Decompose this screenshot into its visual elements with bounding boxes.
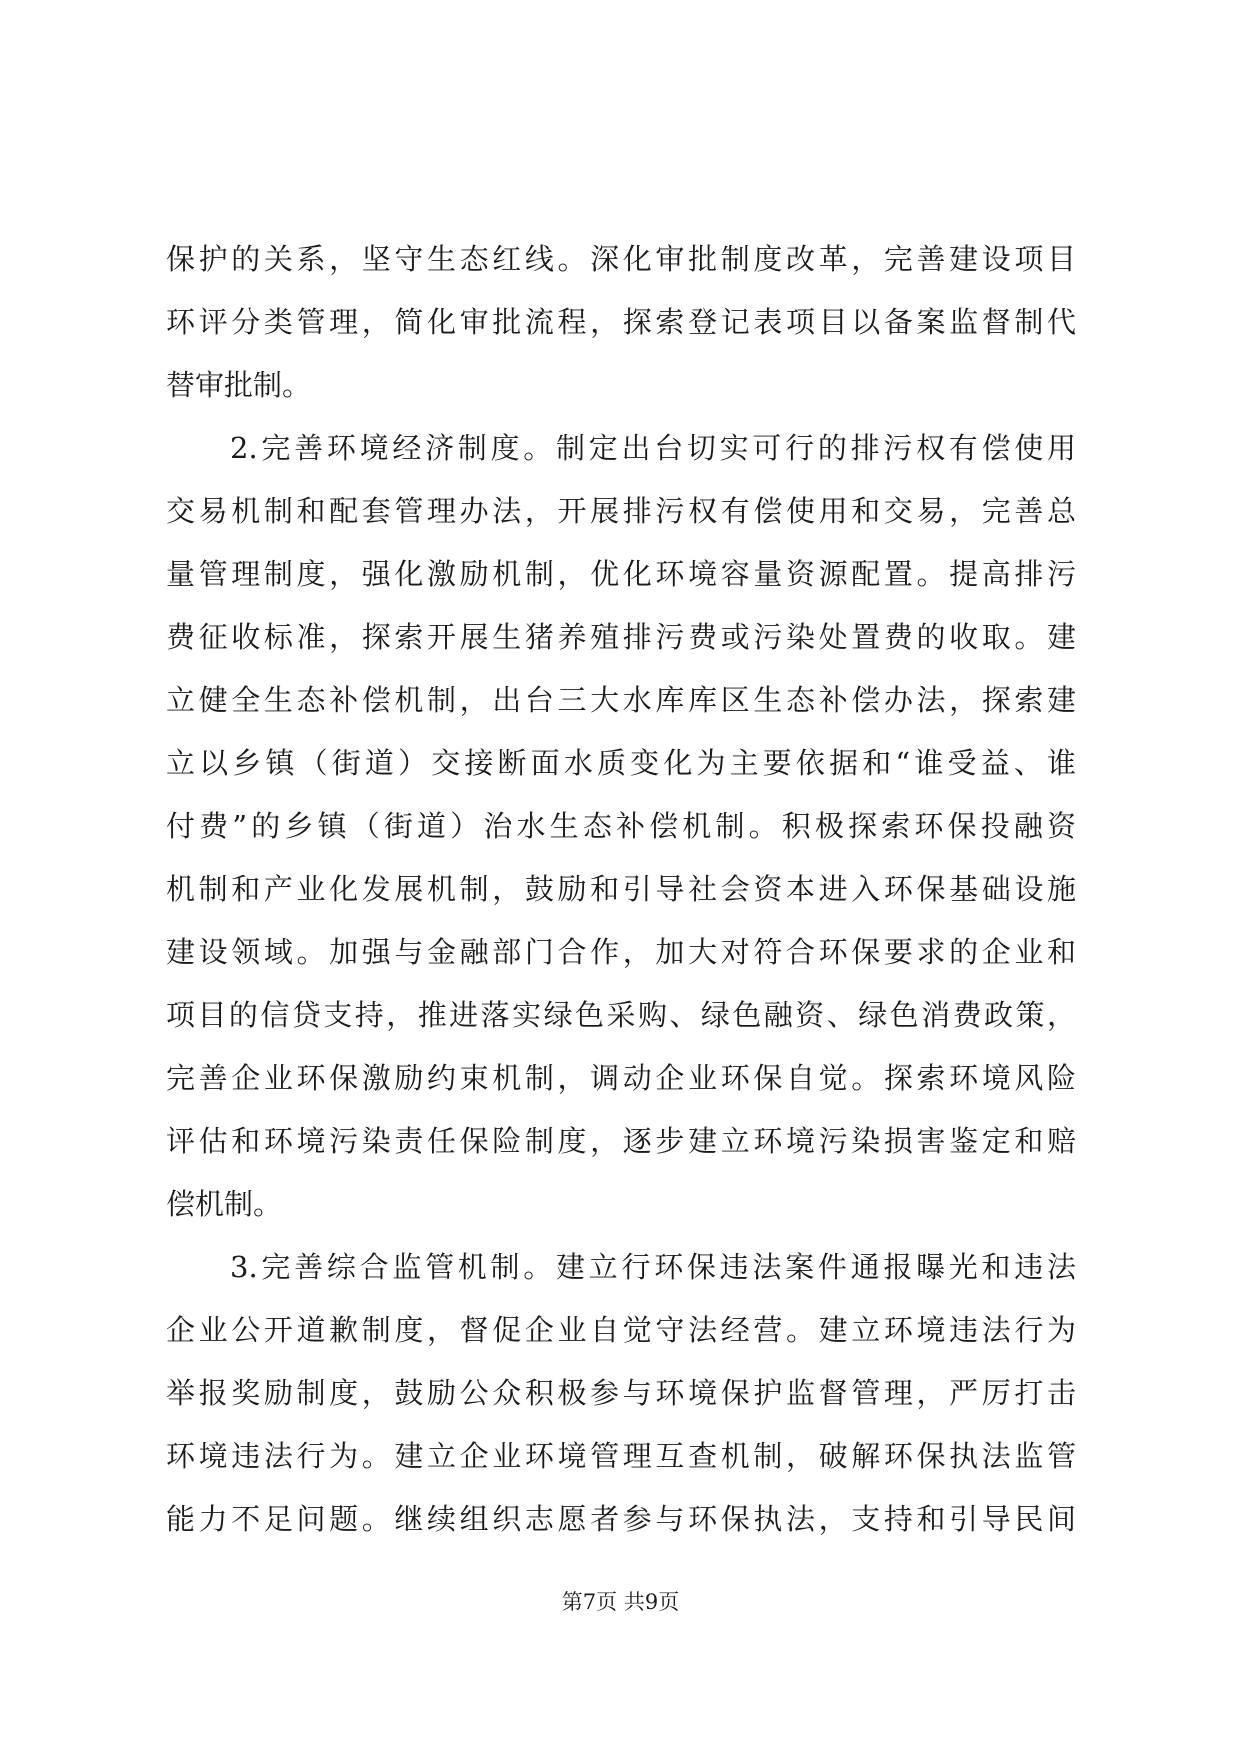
- text-line: 环评分类管理，简化审批流程，探索登记表项目以备案监督制代: [166, 305, 1076, 339]
- text-line: 机制和产业化发展机制，鼓励和引导社会资本进入环保基础设施: [166, 872, 1076, 906]
- text-line: 能力不足问题。继续组织志愿者参与环保执法，支持和引导民间: [166, 1502, 1076, 1536]
- text-line: 项目的信贷支持，推进落实绿色采购、绿色融资、绿色消费政策，: [166, 998, 1076, 1032]
- text-line: 量管理制度，强化激励机制，优化环境容量资源配置。提高排污: [166, 557, 1076, 591]
- text-line: 3.完善综合监管机制。建立行环保违法案件通报曝光和违法: [230, 1250, 1076, 1284]
- text-line: 完善企业环保激励约束机制，调动企业环保自觉。探索环境风险: [166, 1061, 1076, 1095]
- text-line: 建设领域。加强与金融部门合作，加大对符合环保要求的企业和: [166, 935, 1076, 969]
- text-line: 立健全生态补偿机制，出台三大水库库区生态补偿办法，探索建: [166, 683, 1076, 717]
- body-text: [166, 228, 1076, 1551]
- text-line: 保护的关系，坚守生态红线。深化审批制度改革，完善建设项目: [166, 242, 1076, 276]
- page-number-footer: 第7页 共9页: [561, 1590, 680, 1614]
- text-line: 费征收标准，探索开展生猪养殖排污费或污染处置费的收取。建: [166, 620, 1076, 654]
- text-line: 偿机制。: [166, 1187, 283, 1221]
- text-line: 企业公开道歉制度，督促企业自觉守法经营。建立环境违法行为: [166, 1313, 1076, 1347]
- text-line: 2.完善环境经济制度。制定出台切实可行的排污权有偿使用: [230, 431, 1076, 465]
- text-line: 评估和环境污染责任保险制度，逐步建立环境污染损害鉴定和赔: [166, 1124, 1076, 1158]
- text-line: 环境违法行为。建立企业环境管理互查机制，破解环保执法监管: [166, 1439, 1076, 1473]
- text-line: 举报奖励制度，鼓励公众积极参与环境保护监督管理，严厉打击: [166, 1376, 1076, 1410]
- text-line: 替审批制。: [166, 368, 312, 402]
- text-line: 交易机制和配套管理办法，开展排污权有偿使用和交易，完善总: [166, 494, 1076, 528]
- text-line: 立以乡镇（街道）交接断面水质变化为主要依据和“谁受益、谁: [166, 746, 1076, 780]
- text-line: 付费”的乡镇（街道）治水生态补偿机制。积极探索环保投融资: [166, 809, 1076, 843]
